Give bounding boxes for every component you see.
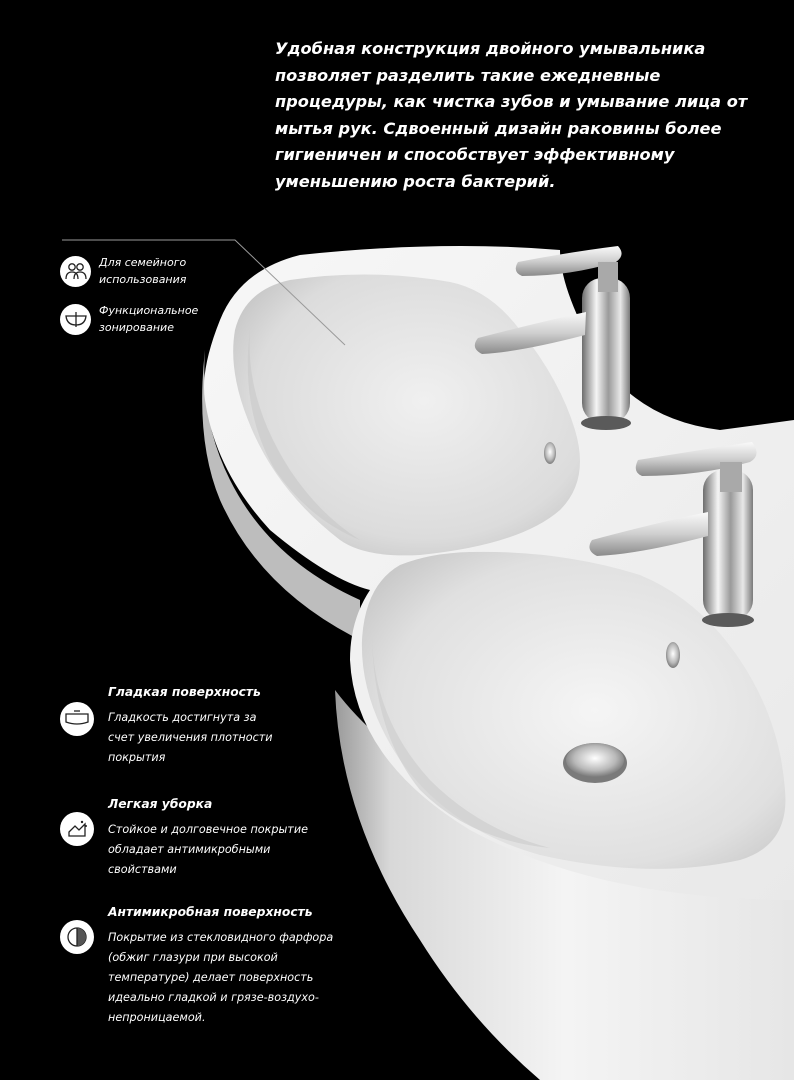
intro-line: мытья рук. Сдвоенный дизайн раковины более [275, 118, 722, 138]
cleaning-hand-icon [60, 812, 94, 846]
feature-description: Гладкость достигнута за счет увеличения плотности покрытия [108, 711, 273, 764]
tag-functional-zoning [60, 302, 229, 336]
tag-label: Функциональное зонирование [99, 304, 199, 334]
antimicrobial-icon [60, 920, 94, 954]
family-icon [60, 256, 91, 287]
feature-title: Антимикробная поверхность [108, 905, 313, 919]
intro-line: процедуры, как чистка зубов и умывание лица от [275, 92, 748, 111]
intro-line: позволяет разделить такие ежедневные [275, 65, 661, 85]
feature-description: Покрытие из стекловидного фарфора (обжиг глазури при высокой температуре) делает поверхность идеально гладкой и грязе-воздухо- непроницаемой. [108, 931, 334, 1024]
feature-title: Легкая уборка [108, 797, 213, 811]
tag-label: Для семейного использования [99, 256, 187, 286]
basin-surface-icon [60, 702, 94, 736]
intro-paragraph [275, 36, 775, 195]
intro-line: уменьшению роста бактерий. [275, 171, 556, 191]
intro-line: гигиеничен и способствует эффективному [275, 145, 675, 164]
intro-line: Удобная конструкция двойного умывальника [275, 39, 706, 58]
tag-family-use [60, 254, 229, 288]
basin-zone-icon [60, 304, 91, 335]
feature-description: Стойкое и долговечное покрытие обладает антимикробными свойствами [108, 823, 308, 876]
feature-title: Гладкая поверхность [108, 685, 261, 699]
